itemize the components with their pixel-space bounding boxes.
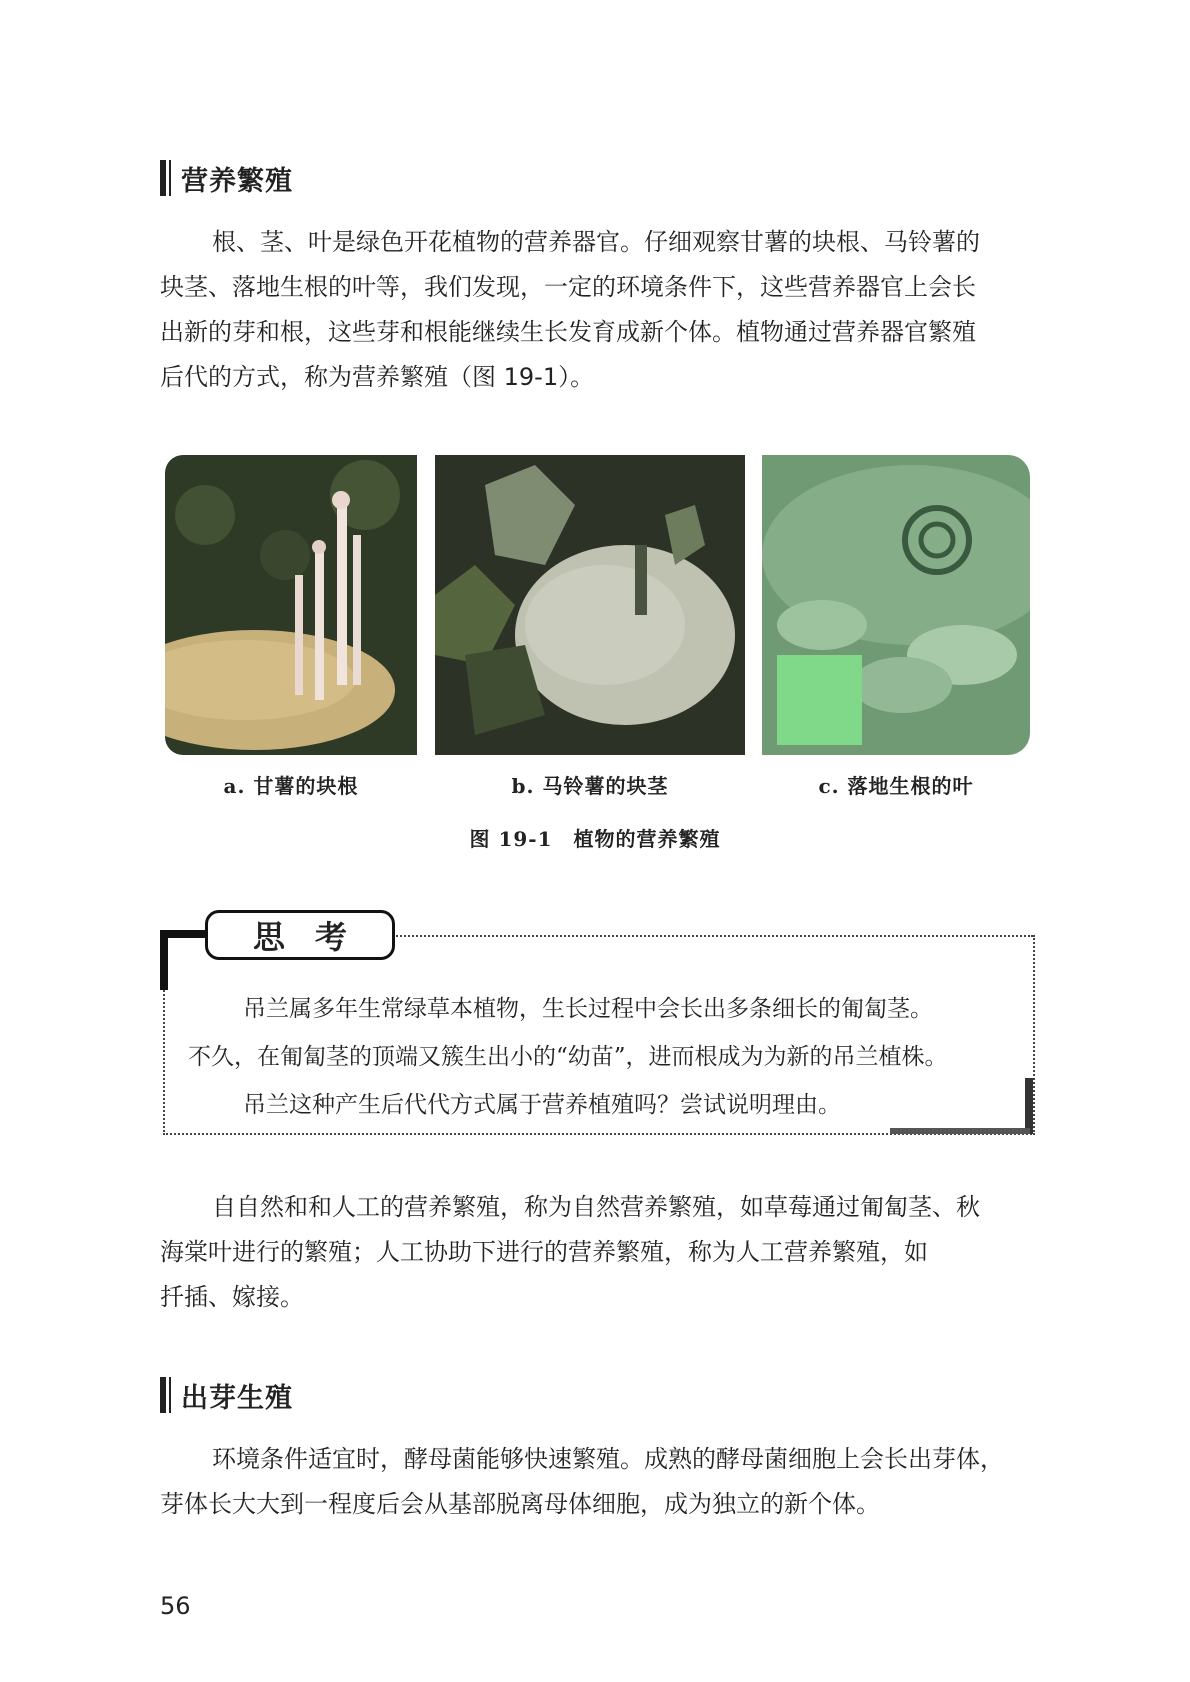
- text-line: 出新的芽和根，这些芽和根能继续生长发育成新个体。植物通过营养器官繁殖: [160, 318, 976, 346]
- photo-sweet-potato: [165, 455, 417, 755]
- paragraph-vegetative: [160, 220, 1030, 400]
- think-text: [163, 985, 1031, 1129]
- heading-bar-thin-icon: [169, 160, 171, 196]
- section-title: 出芽生殖: [181, 1382, 293, 1414]
- section-title: 营养繁殖: [181, 165, 293, 197]
- text-line: 后代的方式，称为营养繁殖（图 19-1）。: [160, 363, 595, 391]
- think-corner-icon: [160, 930, 210, 938]
- section-heading-vegetative: [160, 158, 293, 198]
- think-label: 思考: [205, 910, 395, 960]
- think-corner-icon: [160, 930, 168, 990]
- text-line: 扦插、嫁接。: [160, 1283, 304, 1311]
- text-line: 块茎、落地生根的叶等，我们发现，一定的环境条件下，这些营养器官上会长: [160, 273, 976, 301]
- think-line: 吊兰这种产生后代代方式属于营养植殖吗？尝试说明理由。: [243, 1092, 841, 1118]
- photo-kalanchoe-leaf: [762, 455, 1030, 755]
- heading-bar-icon: [160, 160, 166, 196]
- paragraph-budding: [160, 1437, 1030, 1527]
- text-line: 海棠叶进行的繁殖；人工协助下进行的营养繁殖，称为人工营养繁殖，如: [160, 1238, 928, 1266]
- paragraph-natural-artificial: [160, 1185, 1030, 1320]
- photo-potato: [435, 455, 745, 755]
- text-line: 自自然和和人工的营养繁殖，称为自然营养繁殖，如草莓通过匍匐茎、秋: [212, 1193, 980, 1221]
- think-line: 吊兰属多年生常绿草本植物，生长过程中会长出多条细长的匍匐茎。: [243, 996, 933, 1022]
- figure-caption: 图 19-1 植物的营养繁殖: [469, 827, 721, 851]
- heading-bar-icon: [160, 1377, 166, 1413]
- think-line: 不久，在匍匐茎的顶端又簇生出小的“幼苗”，进而根成为为新的吊兰植株。: [188, 1044, 948, 1070]
- caption-b: b. 马铃薯的块茎: [511, 774, 669, 798]
- text-line: 环境条件适宜时，酵母菌能够快速繁殖。成熟的酵母菌细胞上会长出芽体，: [212, 1445, 1004, 1473]
- text-line: 芽体长大大到一程度后会从基部脱离母体细胞，成为独立的新个体。: [160, 1490, 880, 1518]
- think-box-top-border: [393, 935, 1033, 937]
- section-heading-budding: [160, 1375, 293, 1415]
- heading-bar-thin-icon: [169, 1377, 171, 1413]
- page-number: 56: [160, 1592, 191, 1620]
- caption-c: c. 落地生根的叶: [818, 774, 974, 798]
- caption-a: a. 甘薯的块根: [223, 774, 359, 798]
- text-line: 根、茎、叶是绿色开花植物的营养器官。仔细观察甘薯的块根、马铃薯的: [212, 228, 980, 256]
